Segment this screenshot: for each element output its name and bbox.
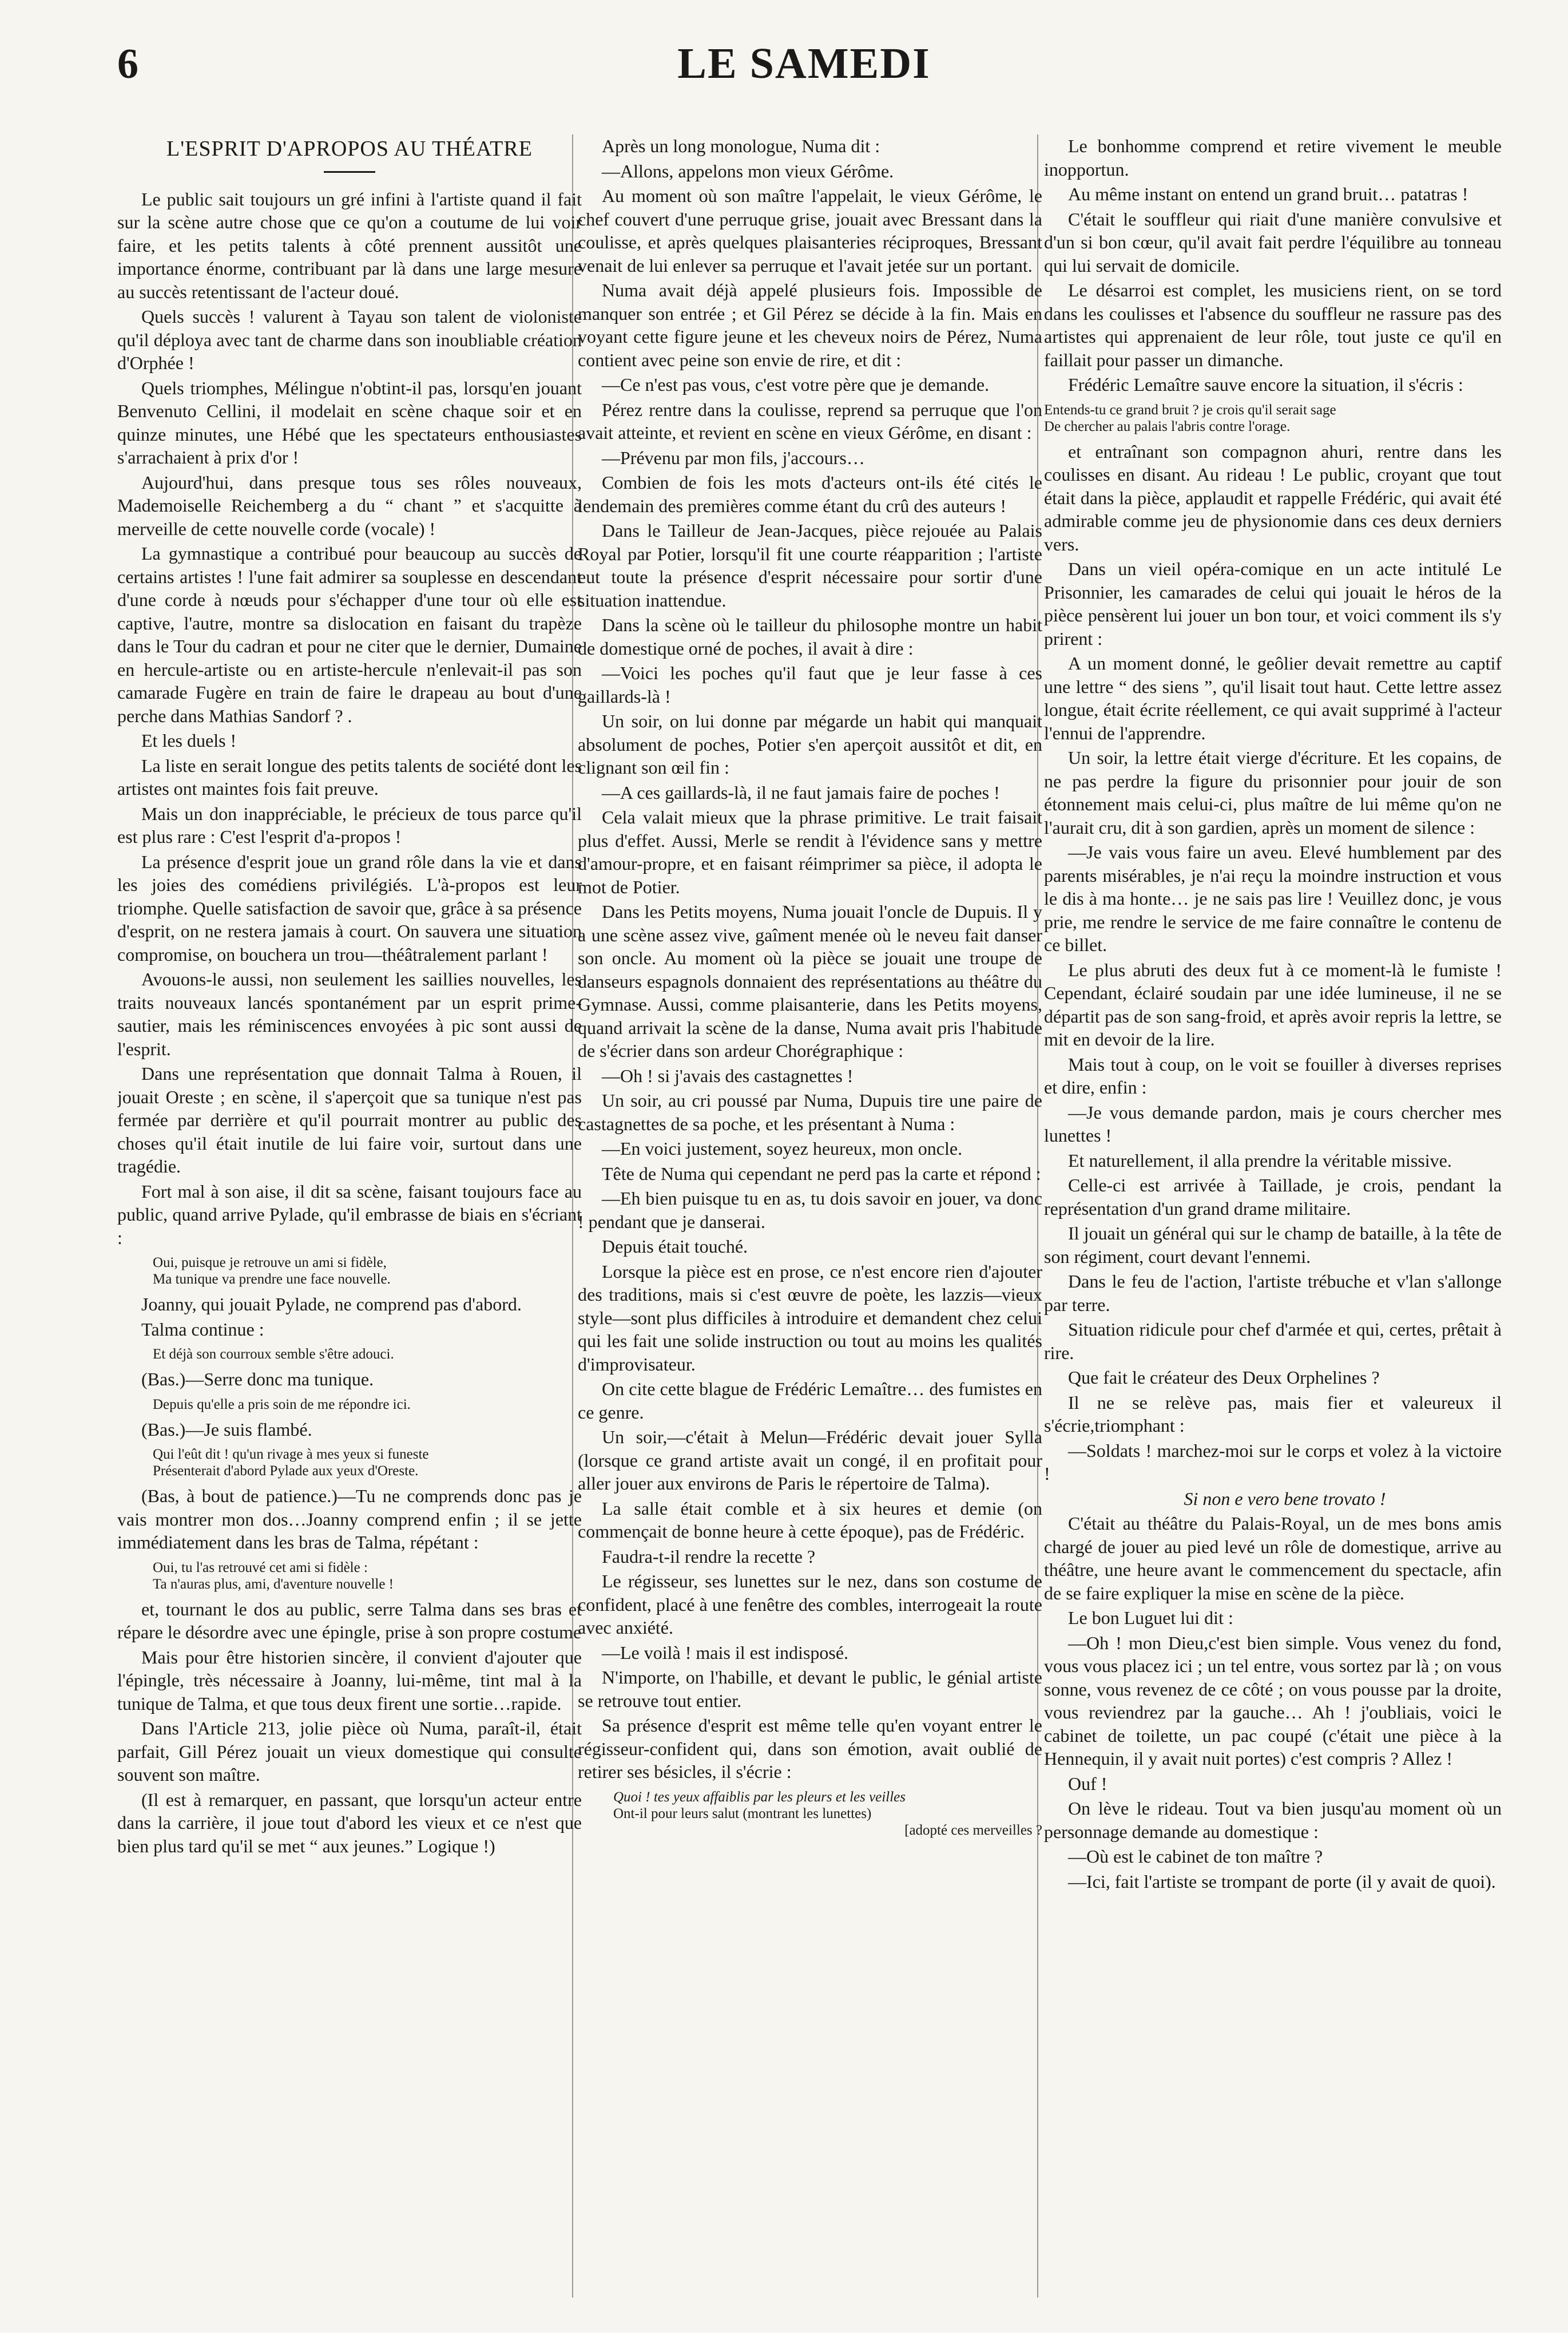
verse-line: Entends-tu ce grand bruit ? je crois qu'il serait sage bbox=[1044, 402, 1336, 418]
page-header bbox=[117, 34, 1491, 120]
paragraph: Dans le feu de l'action, l'artiste trébuche et v'lan s'allonge par terre. bbox=[1044, 1271, 1502, 1315]
verse-line: Oui, puisque je retrouve un ami si fidèle, bbox=[153, 1255, 387, 1270]
paragraph: Que fait le créateur des Deux Orphelines ? bbox=[1068, 1367, 1380, 1388]
paragraph: Le bonhomme comprend et retire vivement le meuble inopportun. bbox=[1044, 136, 1502, 180]
verse-quote bbox=[153, 1559, 582, 1593]
paragraph: Dans un vieil opéra-comique en un acte intitulé Le Prisonnier, les camarades de celui qui jouait le héros de la pièce pensèrent lui jouer un bon tour, et voici comment ils s'y prirent : bbox=[1044, 559, 1502, 649]
paragraph: Il ne se relève pas, mais fier et valeureux il s'écrie,triomphant : bbox=[1044, 1392, 1502, 1436]
paragraph: Faudra-t-il rendre la recette ? bbox=[602, 1546, 816, 1567]
running-title: LE SAMEDI bbox=[677, 39, 931, 88]
paragraph: Frédéric Lemaître sauve encore la situation, il s'écris : bbox=[1068, 374, 1463, 395]
paragraph: —Où est le cabinet de ton maître ? bbox=[1068, 1846, 1323, 1867]
paragraph: Talma continue : bbox=[141, 1318, 264, 1340]
paragraph: Numa avait déjà appelé plusieurs fois. Impossible de manquer son entrée ; et Gil Pérez se décide à la fin. Mais en voyant cette figure jeune et les cheveux noirs de Pérez, Numa contient avec peine son envie de rire, et dit : bbox=[578, 280, 1042, 370]
paragraph: Joanny, qui jouait Pylade, ne comprend pas d'abord. bbox=[141, 1294, 522, 1314]
paragraph: Le public sait toujours un gré infini à l'artiste quand il fait sur la scène autre chose que ce qu'on a coutume de lui voir faire, et les petits talents à côté prennent aussitôt une importance énorme, contribuant par là dans une large mesure au succès retentissant de l'acteur doué. bbox=[117, 188, 582, 302]
paragraph: Depuis était touché. bbox=[602, 1236, 748, 1257]
verse-quote bbox=[153, 1396, 582, 1413]
paragraph: —Prévenu par mon fils, j'accours… bbox=[602, 447, 865, 468]
verse-line: Et déjà son courroux semble s'être adouci. bbox=[153, 1346, 394, 1362]
paragraph: Après un long monologue, Numa dit : bbox=[602, 136, 880, 156]
paragraph: On lève le rideau. Tout va bien jusqu'au moment où un personnage demande au domestique : bbox=[1044, 1798, 1502, 1842]
paragraph: —Je vous demande pardon, mais je cours chercher mes lunettes ! bbox=[1044, 1102, 1502, 1146]
motto: Si non e vero bene trovato ! bbox=[1184, 1488, 1386, 1509]
paragraph: Lorsque la pièce est en prose, ce n'est encore rien d'ajouter des traditions, mais si c'est œuvre de poète, les lazzis—vieux style—sont plus difficiles à introduire et demandent chez celui qui les fait une solide instruction ou tout au moins les qualités d'improvisateur. bbox=[578, 1261, 1042, 1375]
paragraph: —Allons, appelons mon vieux Gérôme. bbox=[602, 160, 894, 181]
paragraph: Sa présence d'esprit est même telle qu'en voyant entrer le régisseur-confident qui, dans son émotion, avait oublié de retirer ses bésicles, il s'écrie : bbox=[578, 1715, 1042, 1782]
paragraph: Dans l'Article 213, jolie pièce où Numa, paraît-il, était parfait, Gill Pérez jouait un vieux domestique qui consulte souvent son maître. bbox=[117, 1718, 582, 1785]
verse-line: Depuis qu'elle a pris soin de me répondre ici. bbox=[153, 1396, 411, 1412]
verse-line: Qui l'eût dit ! qu'un rivage à mes yeux si funeste bbox=[153, 1447, 429, 1462]
verse-line: Présenterait d'abord Pylade aux yeux d'Oreste. bbox=[153, 1463, 419, 1479]
paragraph: Avouons-le aussi, non seulement les saillies nouvelles, les traits nouveaux lancés spontanément par un esprit prime-sautier, mais les réminiscences envoyées à pic sont aussi de l'esprit. bbox=[117, 969, 582, 1059]
paragraph: Au moment où son maître l'appelait, le vieux Gérôme, le chef couvert d'une perruque grise, jouait avec Bressant dans la coulisse, et après quelques plaisanteries réciproques, Bressant venait de lui enlever sa perruque et l'avait jetée sur un portant. bbox=[578, 185, 1042, 276]
paragraph: Mais pour être historien sincère, il convient d'ajouter que l'épingle, très nécessaire à Joanny, lui-même, tint mal à la tunique de Talma, et que tous deux firent une sortie…rapide. bbox=[117, 1646, 582, 1714]
verse-quote bbox=[1044, 402, 1502, 435]
paragraph: C'était le souffleur qui riait d'une manière convulsive et d'un si bon cœur, qu'il avait fait perdre l'équilibre au tonneau qui lui servait de domicile. bbox=[1044, 208, 1502, 276]
page-number: 6 bbox=[117, 41, 138, 88]
verse-line: De chercher au palais l'abris contre l'orage. bbox=[1044, 418, 1291, 434]
paragraph: Dans une représentation que donnait Talma à Rouen, il jouait Oreste ; en scène, il s'aperçoit que sa tunique n'est pas fermée par derrière et qu'il pourrait montrer au public des choses qu'il était inutile de lui faire voir, surtout dans une tragédie. bbox=[117, 1063, 582, 1177]
verse-line: Quoi ! tes yeux affaiblis par les pleurs et les veilles bbox=[613, 1789, 906, 1805]
paragraph: (Bas.)—Serre donc ma tunique. bbox=[141, 1369, 374, 1389]
paragraph: Fort mal à son aise, il dit sa scène, faisant toujours face au public, quand arrive Pylade, qu'il embrasse de biais en s'écriant : bbox=[117, 1181, 582, 1248]
paragraph: C'était au théâtre du Palais-Royal, un de mes bons amis chargé de jouer au pied levé un rôle de domestique, arrive au théâtre, une heure avant le commencement du spectacle, afin de se faire expliquer la mise en scène de la pièce. bbox=[1044, 1513, 1502, 1603]
paragraph: La gymnastique a contribué pour beaucoup au succès de certains artistes ! l'une fait admirer sa souplesse en descendant d'une corde à nœuds pour s'échapper d'une tour où elle est captive, l'autre, montre sa dislocation en faisant du trapèze dans le Tour du cadran et pour ne citer que le dernier, Dumaine en hercule-artiste ou en artiste-hercule n'enlevait-il pas son camarade Fugère en train de faire le drapeau au bout d'une perche dans Mathias Sandorf ? . bbox=[117, 543, 582, 726]
paragraph: Situation ridicule pour chef d'armée et qui, certes, prêtait à rire. bbox=[1044, 1319, 1502, 1363]
paragraph: Mais tout à coup, on le voit se fouiller à diverses reprises et dire, enfin : bbox=[1044, 1053, 1502, 1098]
paragraph: Celle-ci est arrivée à Taillade, je crois, pendant la représentation d'un grand drame militaire. bbox=[1044, 1175, 1502, 1219]
paragraph: Un soir,—c'était à Melun—Frédéric devait jouer Sylla (lorsque ce grand artiste avait un congé, il en profitait pour aller jouer aux environs de Paris le répertoire de Talma). bbox=[578, 1427, 1042, 1494]
paragraph: —Soldats ! marchez-moi sur le corps et volez à la victoire ! bbox=[1044, 1440, 1502, 1484]
paragraph: Aujourd'hui, dans presque tous ses rôles nouveaux, Mademoiselle Reichemberg a du “ chant ” et s'acquitte à merveille de cette nouvelle corde (vocale) ! bbox=[117, 472, 582, 539]
paragraph: (Bas, à bout de patience.)—Tu ne comprends donc pas je vais montrer mon dos…Joanny comprend enfin ; il se jette immédiatement dans les bras de Talma, répétant : bbox=[117, 1486, 582, 1552]
verse-line: [adopté ces merveilles ? bbox=[904, 1822, 1042, 1838]
paragraph: Un soir, on lui donne par mégarde un habit qui manquait absolument de poches, Potier s'en aperçoit aussitôt et dit, en clignant son œil fin : bbox=[578, 711, 1042, 778]
paragraph: Et les duels ! bbox=[141, 730, 237, 751]
paragraph: Le régisseur, ses lunettes sur le nez, dans son costume de confident, placé à une fenêtre des combles, interrogeait la route avec anxiété. bbox=[578, 1571, 1042, 1638]
paragraph: Dans le Tailleur de Jean-Jacques, pièce rejouée au Palais Royal par Potier, lorsqu'il fit une courte réapparition ; l'artiste eut toute la présence d'esprit nécessaire pour sortir d'une situation inattendue. bbox=[578, 520, 1042, 611]
paragraph: On cite cette blague de Frédéric Lemaître… des fumistes en ce genre. bbox=[578, 1379, 1042, 1423]
paragraph: —Je vais vous faire un aveu. Elevé humblement par des parents misérables, je n'ai reçu la moindre instruction et vous le dis à ma honte… je ne sais pas lire ! Veuillez donc, je vous prie, me rendre le service de me faire connaître le contenu de ce billet. bbox=[1044, 842, 1502, 955]
column-1 bbox=[117, 134, 582, 2298]
paragraph: Pérez rentre dans la coulisse, reprend sa perruque que l'on avait atteinte, et revient en scène en vieux Gérôme, en disant : bbox=[578, 399, 1042, 443]
paragraph: Combien de fois les mots d'acteurs ont-ils été cités le lendemain des premières comme étant du crû des auteurs ! bbox=[578, 472, 1042, 516]
paragraph: Il jouait un général qui sur le champ de bataille, à la tête de son régiment, court devant l'ennemi. bbox=[1044, 1223, 1502, 1267]
paragraph: (Bas.)—Je suis flambé. bbox=[141, 1419, 312, 1440]
verse-line: Oui, tu l'as retrouvé cet ami si fidèle : bbox=[153, 1559, 368, 1575]
paragraph: Un soir, la lettre était vierge d'écriture. Et les copains, de ne pas perdre la figure du prisonnier pour jouir de son étonnement mais celui-ci, plus maître de lui même qu'on ne l'aurait cru, dit à son gardien, après un moment de silence : bbox=[1044, 747, 1502, 838]
verse-line: Ont-il pour leurs salut (montrant les lunettes) bbox=[613, 1805, 872, 1821]
paragraph: —Voici les poches qu'il faut que je leur fasse à ces gaillards-là ! bbox=[578, 663, 1042, 707]
paragraph: Mais un don inappréciable, le précieux de tous parce qu'il est plus rare : C'est l'esprit d'a-propos ! bbox=[117, 803, 582, 847]
paragraph: —Oh ! si j'avais des castagnettes ! bbox=[602, 1065, 854, 1086]
paragraph: Dans la scène où le tailleur du philosophe montre un habit de domestique orné de poches, il avait à dire : bbox=[578, 615, 1042, 659]
paragraph: —Le voilà ! mais il est indisposé. bbox=[602, 1642, 849, 1663]
paragraph: Et naturellement, il alla prendre la véritable missive. bbox=[1068, 1150, 1452, 1171]
paragraph: A un moment donné, le geôlier devait remettre au captif une lettre “ des siens ”, qu'il lisait tout haut. Cette lettre assez longue, était écrite réellement, ce qui avait supprimé à l'acteur l'ennui de l'apprendre. bbox=[1044, 653, 1502, 743]
paragraph: —Ici, fait l'artiste se trompant de porte (il y avait de quoi). bbox=[1068, 1871, 1496, 1892]
paragraph: Un soir, au cri poussé par Numa, Dupuis tire une paire de castagnettes de sa poche, et les présentant à Numa : bbox=[578, 1090, 1042, 1134]
paragraph: —En voici justement, soyez heureux, mon oncle. bbox=[602, 1138, 963, 1159]
paragraph: et entraînant son compagnon ahuri, rentre dans les coulisses en disant. Au rideau ! Le public, croyant que tout était dans la pièce, applaudit et rappelle Frédéric, qui avait été admirable comme jeu de physionomie dans ces deux derniers vers. bbox=[1044, 441, 1502, 554]
paragraph: —A ces gaillards-là, il ne faut jamais faire de poches ! bbox=[602, 782, 1000, 803]
paragraph: —Eh bien puisque tu en as, tu dois savoir en jouer, va donc ! pendant que je danserai. bbox=[578, 1188, 1042, 1232]
paragraph: La salle était comble et à six heures et demie (on commençait de bonne heure à cette époque), pas de Frédéric. bbox=[578, 1498, 1042, 1542]
column-2 bbox=[578, 134, 1042, 2298]
paragraph: Le bon Luguet lui dit : bbox=[1068, 1607, 1233, 1628]
verse-quote bbox=[153, 1254, 582, 1288]
verse-quote bbox=[153, 1446, 582, 1479]
paragraph: (Il est à remarquer, en passant, que lorsqu'un acteur entre dans la carrière, il joue tout d'abord les vieux et ce n'est que bien plus tard qu'il se met “ aux jeunes.” Logique !) bbox=[117, 1789, 582, 1856]
paragraph: Au même instant on entend un grand bruit… patatras ! bbox=[1068, 184, 1468, 204]
paragraph: Quels triomphes, Mélingue n'obtint-il pas, lorsqu'en jouant Benvenuto Cellini, il modelait en scène chaque soir et en quinze minutes, une Hébé que les spectateurs enthousiastes s'arrachaient à prix d'or ! bbox=[117, 377, 582, 468]
verse-line: Ta n'auras plus, ami, d'aventure nouvelle ! bbox=[153, 1576, 394, 1592]
article-title: L'ESPRIT D'APROPOS AU THÉATRE bbox=[166, 137, 533, 161]
paragraph: N'importe, on l'habille, et devant le public, le génial artiste se retrouve tout entier. bbox=[578, 1667, 1042, 1711]
paragraph: et, tournant le dos au public, serre Talma dans ses bras et répare le désordre avec une épingle, prise à son propre costume bbox=[117, 1598, 582, 1642]
paragraph: Ouf ! bbox=[1068, 1773, 1107, 1794]
paragraph: Cela valait mieux que la phrase primitive. Le trait faisait plus d'effet. Aussi, Merle se rendit à l'évidence sans y mettre d'amour-propre, et en faisant réimprimer sa pièce, il adopta le mot de Potier. bbox=[578, 807, 1042, 897]
title-rule bbox=[324, 171, 375, 173]
paragraph: La présence d'esprit joue un grand rôle dans la vie et dans les joies des comédiens privilégiés. L'à-propos est leur triomphe. Quelle satisfaction de savoir que, grâce à sa présence d'esprit, on ne restera jamais à court. On sauvera une situation compromise, on bouchera un trou—théâtralement parlant ! bbox=[117, 851, 582, 965]
paragraph: —Oh ! mon Dieu,c'est bien simple. Vous venez du fond, vous vous placez ici ; un tel entre, vous sortez par là ; on vous sonne, vous revenez de ce côté ; on vous pousse par la droite, vous reviendrez par la gauche… Ah ! j'oubliais, voici le cabinet de toilette, un pac coupé (c'était une pièce à la Hennequin, il y avait nuit portes) c'est compris ? Allez ! bbox=[1044, 1632, 1502, 1769]
paragraph: Le désarroi est complet, les musiciens rient, on se tord dans les coulisses et l'absence du souffleur ne rassure pas des artistes qui apprenaient de leur rôle, tout juste ce qu'il en faillait pour passer un dimanche. bbox=[1044, 280, 1502, 370]
verse-quote bbox=[153, 1346, 582, 1362]
paragraph: Dans les Petits moyens, Numa jouait l'oncle de Dupuis. Il y a une scène assez vive, gaîment menée où le neveu fait danser son oncle. Au moment où la pièce se jouait une troupe de danseurs espagnols donnaient des représentations au théâtre du Gymnase. Aussi, comme plaisanterie, dans les Petits moyens, quand arrivait la scène de la danse, Numa avait pris l'habitude de s'écrier dans son ardeur Chorégraphique : bbox=[578, 901, 1042, 1061]
paragraph: Le plus abruti des deux fut à ce moment-là le fumiste ! Cependant, éclairé soudain par une idée lumineuse, il ne se départit pas de son sang-froid, et après avoir repris la lettre, se mit en devoir de la lire. bbox=[1044, 959, 1502, 1049]
paragraph: Quels succès ! valurent à Tayau son talent de violoniste qu'il déploya avec tant de charme dans son inoubliable création d'Orphée ! bbox=[117, 306, 582, 373]
paragraph: La liste en serait longue des petits talents de société dont les artistes ont maintes fois fait preuve. bbox=[117, 755, 582, 799]
verse-quote bbox=[613, 1789, 1042, 1839]
column-3 bbox=[1044, 134, 1502, 2298]
paragraph: Tête de Numa qui cependant ne perd pas la carte et répond : bbox=[602, 1163, 1041, 1184]
verse-line: Ma tunique va prendre une face nouvelle. bbox=[153, 1272, 391, 1287]
paragraph: —Ce n'est pas vous, c'est votre père que je demande. bbox=[602, 374, 990, 395]
